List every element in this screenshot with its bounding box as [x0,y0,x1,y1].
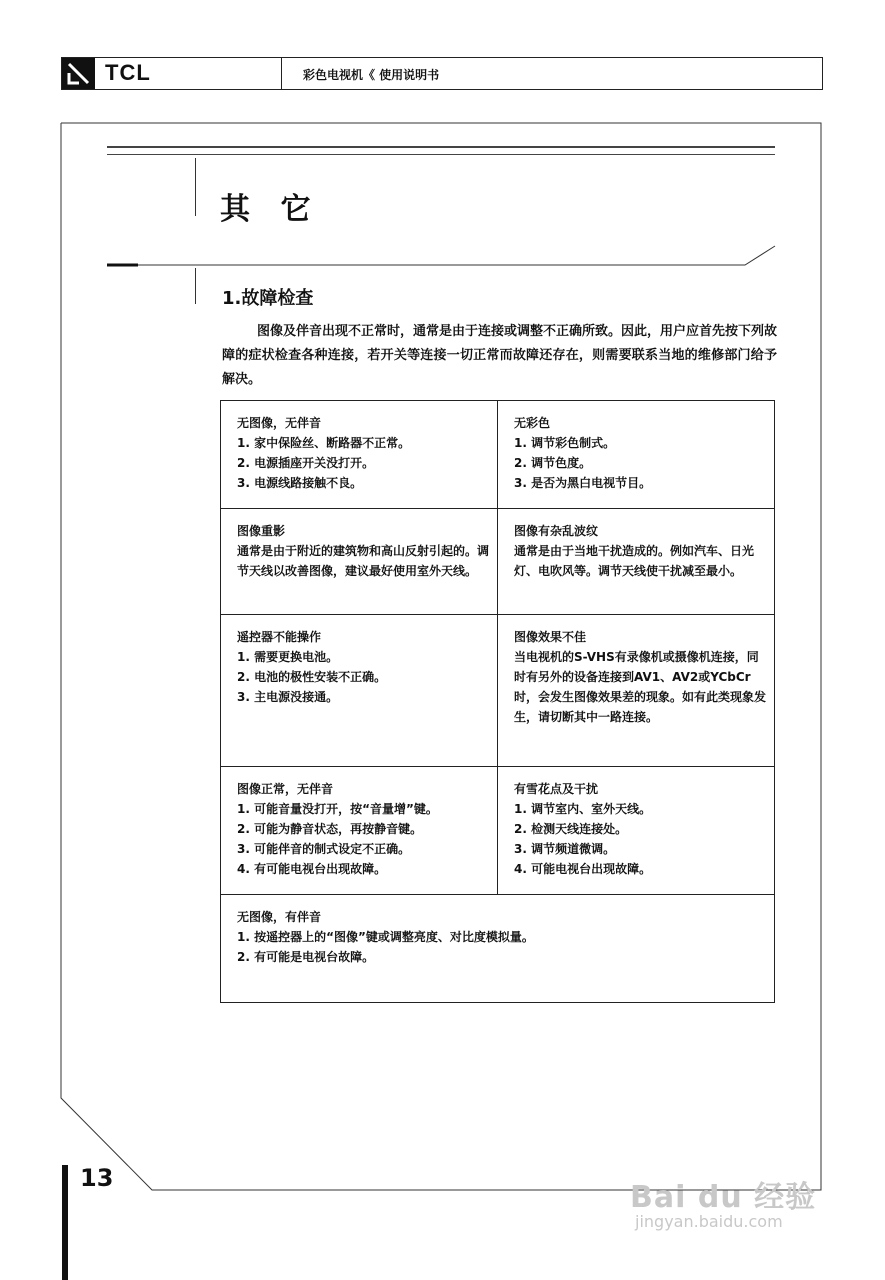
section-title: 其 它 [220,192,321,227]
trouble-line: 2. 电池的极性安装不正确。 [237,670,387,684]
trouble-line: 3. 可能伴音的制式设定不正确。 [237,842,411,856]
trouble-cell [221,401,498,509]
trouble-title: 无彩色 [514,416,551,430]
trouble-title: 无图像，无伴音 [237,416,322,430]
trouble-line: 3. 主电源没接通。 [237,690,339,704]
trouble-line: 通常是由于当地干扰造成的。例如汽车、日光灯、电吹风等。调节天线使干扰减至最小。 [514,544,755,578]
trouble-cell [498,615,775,767]
trouble-line: 4. 有可能电视台出现故障。 [237,862,387,876]
trouble-line: 1. 可能音量没打开，按“音量增”键。 [237,802,438,816]
trouble-cell [498,401,775,509]
watermark-url: jingyan.baidu.com [635,1212,783,1231]
title-bar [195,158,196,216]
trouble-title: 图像有杂乱波纹 [514,524,599,538]
trouble-line: 1. 家中保险丝、断路器不正常。 [237,436,411,450]
watermark-brand: Bai du 经验 [630,1180,817,1215]
trouble-cell [498,767,775,895]
header-strip [61,57,823,90]
top-rule [107,146,775,148]
trouble-title: 图像效果不佳 [514,630,587,644]
trouble-cell [498,509,775,615]
intro-paragraph: 图像及伴音出现不正常时，通常是由于连接或调整不正确所致。因此，用户应首先按下列故障的症状检查各种连接，若开关等连接一切正常而故障还存在，则需要联系当地的维修部门给予解决。 [222,324,778,387]
trouble-cell [221,509,498,615]
trouble-line: 1. 调节彩色制式。 [514,436,616,450]
trouble-title: 有雪花点及干扰 [514,782,599,796]
subheading: 1.故障检查 [222,288,314,309]
brand-name: TCL [105,60,151,85]
trouble-cell [221,895,775,1003]
trouble-line: 2. 可能为静音状态，再按静音键。 [237,822,423,836]
trouble-line: 1. 需要更换电池。 [237,650,339,664]
trouble-title: 图像重影 [237,524,286,538]
trouble-line: 1. 按遥控器上的“图像”键或调整亮度、对比度模拟量。 [237,930,534,944]
trouble-title: 图像正常，无伴音 [237,782,334,796]
page-number-bar [62,1165,68,1280]
subheading-bar [195,268,196,304]
trouble-line: 3. 是否为黑白电视节目。 [514,476,652,490]
trouble-line: 2. 调节色度。 [514,456,592,470]
trouble-line: 3. 电源线路接触不良。 [237,476,363,490]
trouble-line: 1. 调节室内、室外天线。 [514,802,652,816]
document-title: 彩色电视机《 使用说明书 [303,68,440,82]
trouble-line: 当电视机的S-VHS有录像机或摄像机连接，同时有另外的设备连接到AV1、AV2或YCbCr时，会发生图像效果差的现象。如有此类现象发生，请切断其中一路连接。 [514,650,767,724]
trouble-cell [221,615,498,767]
header-divider [281,58,282,89]
page-number: 13 [80,1164,114,1192]
trouble-line: 2. 电源插座开关没打开。 [237,456,375,470]
trouble-line: 4. 可能电视台出现故障。 [514,862,652,876]
trouble-title: 遥控器不能操作 [237,630,322,644]
trouble-cell [221,767,498,895]
top-rule-thin [107,154,775,155]
troubleshooting-table [220,400,775,1003]
trouble-line: 3. 调节频道微调。 [514,842,616,856]
trouble-line: 2. 有可能是电视台故障。 [237,950,375,964]
logo-glyph-icon [62,58,95,89]
trouble-title: 无图像，有伴音 [237,910,322,924]
trouble-line: 2. 检测天线连接处。 [514,822,628,836]
trouble-line: 通常是由于附近的建筑物和高山反射引起的。调节天线以改善图像，建议最好使用室外天线。 [237,544,490,578]
